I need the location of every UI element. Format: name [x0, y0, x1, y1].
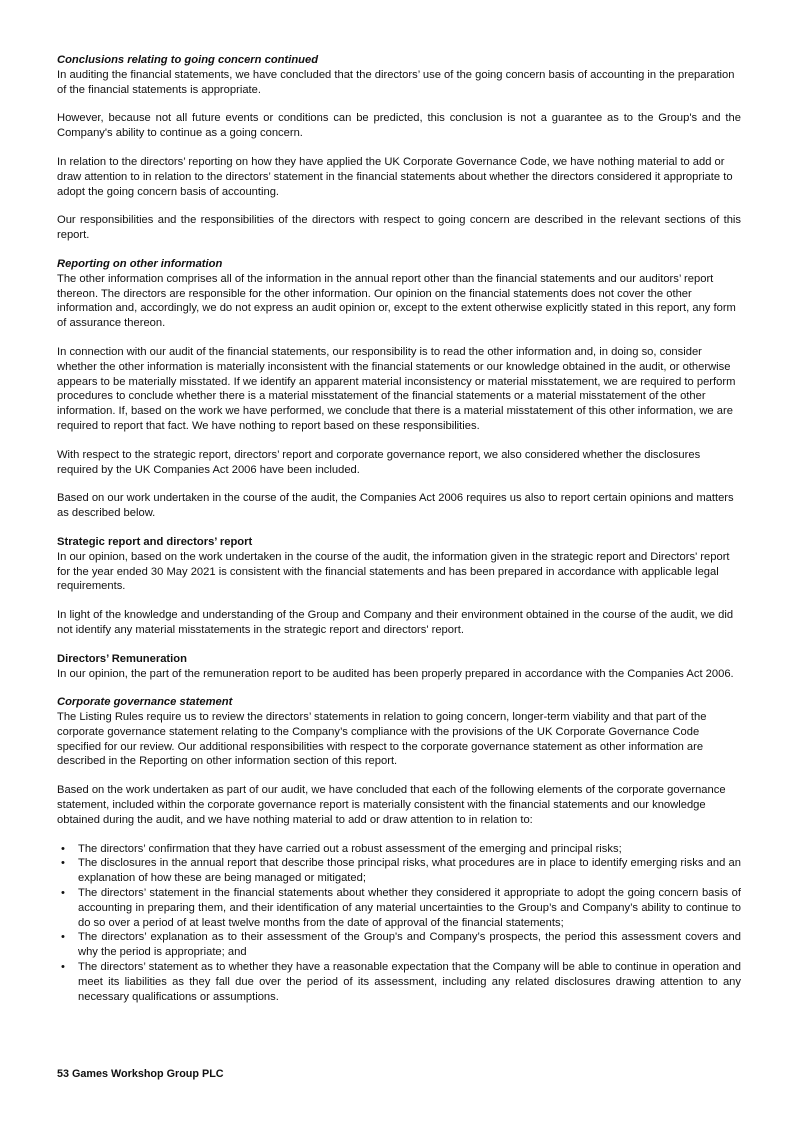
document-body [57, 53, 741, 1018]
bullet-item-text: The directors’ confirmation that they have carried out a robust assessment of the emerging and principal risks; [78, 842, 622, 855]
section-heading: Corporate governance statement [57, 696, 233, 709]
paragraph: In our opinion, the part of the remuneration report to be audited has been properly prepared in accordance with the Companies Act 2006. [57, 667, 734, 680]
paragraph: In connection with our audit of the financial statements, our responsibility is to read the other information and, in doing so, consider whether the other information is materially inconsistent with the financial statements or our knowledge obtained in the audit, or otherwise appears to be materially misstated. If we identify an apparent material inconsistency or material misstatement, we are required to perform procedures to conclude whether there is a material misstatement of the financial statements or a material misstatement of the other information. If, based on the work we have performed, we conclude that there is a material misstatement of this other information, we are required to report that fact. We have nothing to report based on these responsibilities. [57, 345, 736, 432]
bullet-item-text: The directors’ explanation as to their assessment of the Group's and Company’s prospects, the period this assessment covers and why the period is appropriate; and [78, 931, 741, 959]
paragraph: With respect to the strategic report, directors’ report and corporate governance report, we also considered whether the disclosures required by the UK Companies Act 2006 have been included. [57, 448, 701, 476]
bullet-icon: • [61, 842, 65, 855]
bullet-item [57, 886, 741, 930]
bullet-icon: • [61, 857, 65, 870]
bullet-icon: • [61, 887, 65, 900]
page-footer: 53 Games Workshop Group PLC [57, 1068, 224, 1080]
bullet-item-text: The directors’ statement as to whether they have a reasonable expectation that the Company will be able to continue in operation and meet its liabilities as they fall due over the period of its assessment, including any related disclosures drawing attention to any necessary qualifications or assumptions. [78, 961, 741, 1003]
paragraph: In light of the knowledge and understanding of the Group and Company and their environment obtained in the course of the audit, we did not identify any material misstatements in the strategic report and directors' report. [57, 609, 734, 636]
paragraph: Based on our work undertaken in the course of the audit, the Companies Act 2006 requires us also to report certain opinions and matters as described below. [57, 492, 734, 520]
paragraph: In auditing the financial statements, we have concluded that the directors’ use of the going concern basis of accounting in the preparation of the financial statements is appropriate. [57, 68, 735, 96]
bullet-item [57, 960, 741, 1004]
bullet-item [57, 856, 741, 886]
paragraph: In relation to the directors’ reporting on how they have applied the UK Corporate Governance Code, we have nothing material to add or draw attention to in relation to the directors’ statement in the financial statements about whether the directors considered it appropriate to adopt the going concern basis of accounting. [57, 155, 733, 198]
bullet-item-text: The directors’ statement in the financial statements about whether they considered it appropriate to adopt the going concern basis of accounting in preparing them, and their identification of any material uncertainties to the Group’s and Company’s ability to continue to do so over a period of at least twelve months from the date of approval of the financial statements; [78, 887, 741, 929]
paragraph: The other information comprises all of the information in the annual report other than the financial statements and our auditors’ report thereon. The directors are responsible for the other information. Our opinion on the financial statements does not cover the other information and, accordingly, we do not express an audit opinion or, except to the extent otherwise explicitly stated in this report, any form of assurance thereon. [57, 272, 736, 330]
bullet-item [57, 842, 741, 857]
paragraph: In our opinion, based on the work undertaken in the course of the audit, the information given in the strategic report and Directors' report for the year ended 30 May 2021 is consistent with the financial statements and has been prepared in accordance with applicable legal requirements. [57, 550, 730, 593]
bullet-icon: • [61, 931, 65, 944]
section-heading: Directors’ Remuneration [57, 652, 187, 665]
bullet-list [57, 842, 741, 1005]
paragraph: The Listing Rules require us to review the directors’ statements in relation to going concern, longer-term viability and that part of the corporate governance statement relating to the Company’s compliance with the provisions of the UK Corporate Governance Code specified for our review. Our additional responsibilities with respect to the corporate governance statement as other information are described in the Reporting on other information section of this report. [57, 711, 707, 768]
section-heading: Reporting on other information [57, 257, 223, 270]
bullet-item [57, 930, 741, 960]
bullet-icon: • [61, 961, 65, 974]
paragraph: Based on the work undertaken as part of our audit, we have concluded that each of the following elements of the corporate governance statement, included within the corporate governance report is materially consistent with the financial statements and our knowledge obtained during the audit, and we have nothing material to add or draw attention to in relation to: [57, 784, 726, 826]
section-heading: Conclusions relating to going concern continued [57, 54, 319, 66]
bullet-item-text: The disclosures in the annual report that describe those principal risks, what procedures are in place to identify emerging risks and an explanation of how these are being managed or mitigated; [78, 857, 741, 885]
paragraph: Our responsibilities and the responsibilities of the directors with respect to going concern are described in the relevant sections of this report. [57, 214, 741, 242]
section-heading: Strategic report and directors’ report [57, 535, 253, 548]
paragraph: However, because not all future events or conditions can be predicted, this conclusion is not a guarantee as to the Group's and the Company's ability to continue as a going concern. [57, 112, 741, 140]
